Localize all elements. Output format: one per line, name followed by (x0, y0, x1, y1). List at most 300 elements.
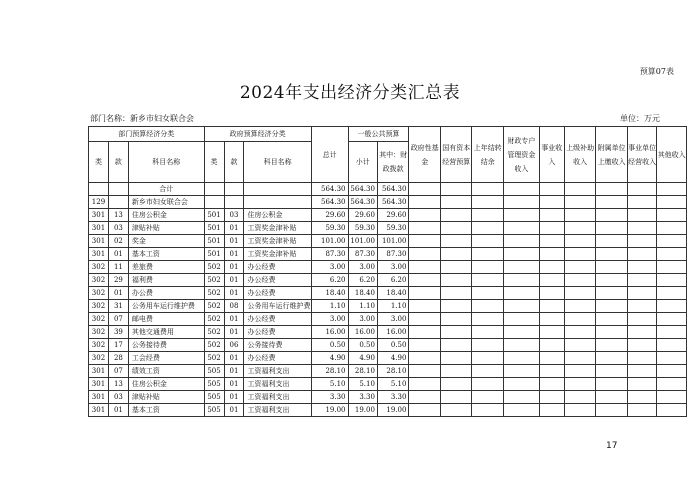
cell-total: 101.00 (311, 235, 348, 248)
cell-c4: 501 (204, 235, 224, 248)
cell-empty (627, 365, 656, 378)
cell-empty (596, 326, 628, 339)
cell-gname: 办公经费 (244, 313, 311, 326)
cell-total: 564.30 (311, 183, 348, 196)
cell-name: 邮电费 (128, 313, 204, 326)
cell-empty (539, 326, 564, 339)
cell-empty (627, 274, 656, 287)
cell-empty (539, 287, 564, 300)
cell-empty (409, 378, 441, 391)
cell-gname: 工资奖金津补贴 (244, 222, 311, 235)
cell-empty (440, 313, 472, 326)
cell-fin: 16.00 (377, 326, 409, 339)
cell-empty (657, 339, 687, 352)
cell-c5 (224, 183, 244, 196)
cell-name: 差旅费 (128, 261, 204, 274)
cell-fin: 3.00 (377, 313, 409, 326)
cell-empty (409, 248, 441, 261)
cell-total: 28.10 (311, 365, 348, 378)
cell-empty (564, 339, 596, 352)
cell-empty (627, 391, 656, 404)
table-row (89, 404, 687, 417)
cell-empty (472, 365, 504, 378)
cell-empty (503, 248, 539, 261)
cell-c4: 502 (204, 274, 224, 287)
cell-empty (596, 274, 628, 287)
cell-empty (564, 222, 596, 235)
cell-sub: 3.00 (348, 313, 377, 326)
cell-c2: 13 (108, 209, 128, 222)
cell-empty (564, 300, 596, 313)
header-general-budget: 一般公共预算 (348, 127, 409, 142)
cell-total: 16.00 (311, 326, 348, 339)
cell-empty (657, 274, 687, 287)
cell-fin: 0.50 (377, 339, 409, 352)
cell-name: 津贴补贴 (128, 222, 204, 235)
cell-c5: 01 (224, 248, 244, 261)
cell-empty (503, 339, 539, 352)
cell-empty (596, 222, 628, 235)
cell-fin: 18.40 (377, 287, 409, 300)
cell-total: 5.10 (311, 378, 348, 391)
cell-empty (472, 326, 504, 339)
cell-empty (564, 287, 596, 300)
cell-name: 绩效工资 (128, 365, 204, 378)
cell-empty (657, 209, 687, 222)
cell-c1: 302 (89, 339, 109, 352)
cell-empty (564, 248, 596, 261)
header-business-unit-op: 事业单位经营收入 (627, 127, 656, 183)
table-row (89, 300, 687, 313)
cell-sub: 16.00 (348, 326, 377, 339)
cell-empty (627, 326, 656, 339)
cell-empty (657, 196, 687, 209)
cell-empty (472, 261, 504, 274)
header-gov-fund: 政府性基金 (409, 127, 441, 183)
cell-empty (539, 235, 564, 248)
cell-total: 3.00 (311, 261, 348, 274)
cell-c1: 302 (89, 261, 109, 274)
cell-gname: 办公经费 (244, 261, 311, 274)
cell-c1: 301 (89, 222, 109, 235)
cell-empty (409, 196, 441, 209)
cell-empty (409, 222, 441, 235)
cell-total: 4.90 (311, 352, 348, 365)
cell-empty (627, 209, 656, 222)
unit-label: 单位：万元 (620, 114, 660, 123)
cell-empty (539, 300, 564, 313)
cell-empty (472, 248, 504, 261)
cell-empty (596, 378, 628, 391)
cell-name: 住房公积金 (128, 209, 204, 222)
cell-c1: 301 (89, 209, 109, 222)
cell-empty (596, 313, 628, 326)
cell-gname: 办公经费 (244, 326, 311, 339)
cell-empty (409, 404, 441, 417)
cell-fin: 4.90 (377, 352, 409, 365)
cell-c4 (204, 183, 224, 196)
cell-empty (596, 248, 628, 261)
cell-empty (440, 326, 472, 339)
table-row (89, 209, 687, 222)
cell-total: 3.30 (311, 391, 348, 404)
cell-total: 18.40 (311, 287, 348, 300)
cell-empty (440, 339, 472, 352)
cell-sub: 564.30 (348, 196, 377, 209)
header-dept-econ: 部门预算经济分类 (89, 127, 205, 142)
cell-empty (596, 287, 628, 300)
cell-empty (539, 404, 564, 417)
table-row (89, 326, 687, 339)
cell-gname: 公务接待费 (244, 339, 311, 352)
cell-c1: 301 (89, 235, 109, 248)
cell-empty (627, 183, 656, 196)
cell-empty (472, 391, 504, 404)
cell-empty (409, 300, 441, 313)
cell-fin: 3.00 (377, 261, 409, 274)
cell-gname (244, 183, 311, 196)
cell-empty (472, 378, 504, 391)
cell-c1: 301 (89, 248, 109, 261)
cell-empty (657, 261, 687, 274)
cell-empty (657, 235, 687, 248)
cell-fin: 29.60 (377, 209, 409, 222)
cell-empty (503, 391, 539, 404)
cell-fin: 101.00 (377, 235, 409, 248)
cell-empty (539, 378, 564, 391)
cell-empty (564, 391, 596, 404)
cell-c2: 39 (108, 326, 128, 339)
cell-empty (564, 196, 596, 209)
cell-fin: 3.30 (377, 391, 409, 404)
cell-c5: 01 (224, 235, 244, 248)
cell-sub: 18.40 (348, 287, 377, 300)
cell-name: 新乡市妇女联合会 (128, 196, 204, 209)
cell-c5: 01 (224, 326, 244, 339)
cell-name: 福利费 (128, 274, 204, 287)
cell-c2: 29 (108, 274, 128, 287)
cell-name: 津贴补贴 (128, 391, 204, 404)
cell-c5: 08 (224, 300, 244, 313)
cell-empty (539, 183, 564, 196)
header-kuan: 款 (108, 142, 128, 183)
cell-empty (627, 261, 656, 274)
cell-empty (409, 352, 441, 365)
cell-empty (539, 391, 564, 404)
cell-empty (596, 209, 628, 222)
header-fiscal-allocation: 其中：财政拨款 (377, 142, 409, 183)
cell-c1 (89, 183, 109, 196)
cell-total: 19.00 (311, 404, 348, 417)
cell-empty (596, 235, 628, 248)
cell-empty (596, 339, 628, 352)
cell-fin: 59.30 (377, 222, 409, 235)
cell-c2: 31 (108, 300, 128, 313)
cell-empty (472, 196, 504, 209)
cell-empty (657, 365, 687, 378)
cell-gname: 工资福利支出 (244, 404, 311, 417)
cell-gname: 工资福利支出 (244, 391, 311, 404)
cell-fin: 564.30 (377, 196, 409, 209)
cell-fin: 564.30 (377, 183, 409, 196)
cell-c4: 502 (204, 352, 224, 365)
cell-empty (440, 300, 472, 313)
header-fiscal-special: 财政专户管理资金收入 (503, 127, 539, 183)
cell-fin: 1.10 (377, 300, 409, 313)
cell-name: 公务接待费 (128, 339, 204, 352)
cell-c5: 01 (224, 313, 244, 326)
header-higher-subsidy: 上级补助收入 (564, 127, 596, 183)
cell-empty (409, 391, 441, 404)
cell-empty (409, 287, 441, 300)
cell-total: 6.20 (311, 274, 348, 287)
table-row (89, 274, 687, 287)
cell-c5: 01 (224, 404, 244, 417)
cell-empty (440, 378, 472, 391)
cell-gname: 公务用车运行维护费 (244, 300, 311, 313)
table-code-label: 预算07表 (639, 67, 674, 76)
cell-c2: 03 (108, 391, 128, 404)
cell-c4: 502 (204, 313, 224, 326)
cell-empty (440, 274, 472, 287)
cell-empty (539, 209, 564, 222)
cell-gname: 办公经费 (244, 287, 311, 300)
cell-empty (440, 235, 472, 248)
cell-empty (596, 196, 628, 209)
cell-empty (440, 222, 472, 235)
cell-empty (472, 339, 504, 352)
cell-empty (503, 365, 539, 378)
cell-name: 奖金 (128, 235, 204, 248)
cell-empty (409, 235, 441, 248)
cell-c2: 01 (108, 287, 128, 300)
cell-empty (564, 352, 596, 365)
cell-empty (503, 261, 539, 274)
cell-name: 基本工资 (128, 248, 204, 261)
table-row (89, 378, 687, 391)
cell-empty (472, 404, 504, 417)
cell-empty (564, 365, 596, 378)
cell-c2: 07 (108, 313, 128, 326)
cell-c5: 01 (224, 222, 244, 235)
table-row (89, 222, 687, 235)
cell-c4: 502 (204, 339, 224, 352)
table-row (89, 313, 687, 326)
cell-empty (564, 209, 596, 222)
cell-c4: 501 (204, 222, 224, 235)
cell-empty (440, 391, 472, 404)
cell-empty (596, 404, 628, 417)
cell-empty (564, 378, 596, 391)
cell-empty (596, 183, 628, 196)
cell-empty (503, 300, 539, 313)
cell-empty (539, 313, 564, 326)
cell-c2: 07 (108, 365, 128, 378)
cell-sub: 564.30 (348, 183, 377, 196)
cell-fin: 28.10 (377, 365, 409, 378)
cell-fin: 6.20 (377, 274, 409, 287)
cell-empty (409, 326, 441, 339)
cell-empty (503, 222, 539, 235)
cell-sub: 28.10 (348, 365, 377, 378)
cell-fin: 5.10 (377, 378, 409, 391)
cell-empty (564, 313, 596, 326)
cell-fin: 87.30 (377, 248, 409, 261)
cell-c1: 302 (89, 287, 109, 300)
header-total: 总计 (311, 127, 348, 183)
cell-gname: 办公经费 (244, 352, 311, 365)
cell-c5: 01 (224, 274, 244, 287)
cell-c1: 302 (89, 352, 109, 365)
cell-empty (440, 248, 472, 261)
cell-empty (539, 196, 564, 209)
cell-gname: 工资奖金津补贴 (244, 235, 311, 248)
cell-empty (539, 222, 564, 235)
cell-sub: 1.10 (348, 300, 377, 313)
cell-c4: 502 (204, 326, 224, 339)
cell-c4: 505 (204, 365, 224, 378)
header-lei-2: 类 (204, 142, 224, 183)
cell-empty (472, 274, 504, 287)
cell-empty (440, 404, 472, 417)
cell-gname: 工资福利支出 (244, 365, 311, 378)
cell-empty (472, 300, 504, 313)
cell-empty (657, 352, 687, 365)
cell-name: 公务用车运行维护费 (128, 300, 204, 313)
cell-empty (440, 352, 472, 365)
header-business-income: 事业收入 (539, 127, 564, 183)
cell-empty (409, 365, 441, 378)
cell-c1: 302 (89, 274, 109, 287)
cell-empty (440, 365, 472, 378)
cell-empty (503, 196, 539, 209)
cell-sub: 5.10 (348, 378, 377, 391)
cell-total: 1.10 (311, 300, 348, 313)
cell-name: 住房公积金 (128, 378, 204, 391)
cell-empty (627, 339, 656, 352)
cell-empty (564, 235, 596, 248)
cell-empty (564, 183, 596, 196)
cell-empty (539, 274, 564, 287)
cell-empty (503, 313, 539, 326)
cell-empty (472, 352, 504, 365)
cell-c2: 28 (108, 352, 128, 365)
cell-empty (472, 313, 504, 326)
cell-sub: 29.60 (348, 209, 377, 222)
cell-empty (539, 248, 564, 261)
cell-empty (657, 378, 687, 391)
cell-c5: 01 (224, 391, 244, 404)
expenditure-table (88, 126, 687, 417)
cell-empty (409, 339, 441, 352)
cell-empty (472, 287, 504, 300)
header-state-capital: 国有资本经营预算 (440, 127, 472, 183)
cell-empty (472, 209, 504, 222)
cell-empty (627, 222, 656, 235)
table-row (89, 352, 687, 365)
cell-empty (440, 261, 472, 274)
cell-empty (472, 222, 504, 235)
cell-empty (440, 287, 472, 300)
cell-empty (627, 248, 656, 261)
header-kuan-2: 款 (224, 142, 244, 183)
cell-c4: 505 (204, 378, 224, 391)
cell-empty (657, 248, 687, 261)
cell-c4: 505 (204, 391, 224, 404)
cell-empty (627, 313, 656, 326)
cell-total: 59.30 (311, 222, 348, 235)
cell-empty (503, 326, 539, 339)
header-other-income: 其他收入 (657, 127, 687, 183)
cell-empty (503, 404, 539, 417)
cell-empty (657, 287, 687, 300)
cell-c2: 11 (108, 261, 128, 274)
cell-c5: 06 (224, 339, 244, 352)
cell-total: 29.60 (311, 209, 348, 222)
cell-c1: 302 (89, 300, 109, 313)
cell-empty (440, 196, 472, 209)
cell-c2: 02 (108, 235, 128, 248)
cell-total: 564.30 (311, 196, 348, 209)
page-number: 17 (606, 441, 618, 451)
cell-empty (440, 183, 472, 196)
cell-empty (503, 274, 539, 287)
cell-c1: 301 (89, 391, 109, 404)
cell-sub: 3.00 (348, 261, 377, 274)
cell-c2: 03 (108, 222, 128, 235)
cell-c5: 03 (224, 209, 244, 222)
cell-c1: 302 (89, 326, 109, 339)
cell-total: 0.50 (311, 339, 348, 352)
cell-empty (409, 313, 441, 326)
cell-sub: 4.90 (348, 352, 377, 365)
cell-empty (409, 261, 441, 274)
cell-empty (539, 339, 564, 352)
cell-sub: 3.30 (348, 391, 377, 404)
header-prev-year: 上年结转结余 (472, 127, 504, 183)
cell-empty (472, 183, 504, 196)
cell-c2: 01 (108, 248, 128, 261)
cell-empty (503, 235, 539, 248)
cell-empty (564, 404, 596, 417)
cell-c4: 502 (204, 300, 224, 313)
cell-c1: 129 (89, 196, 109, 209)
cell-name: 工会经费 (128, 352, 204, 365)
table-row (89, 183, 687, 196)
cell-name: 其他交通费用 (128, 326, 204, 339)
cell-sub: 101.00 (348, 235, 377, 248)
cell-c1: 301 (89, 378, 109, 391)
cell-c1: 301 (89, 404, 109, 417)
cell-empty (596, 352, 628, 365)
cell-c5 (224, 196, 244, 209)
header-item-name-2: 科目名称 (244, 142, 311, 183)
cell-empty (503, 209, 539, 222)
cell-c4: 502 (204, 261, 224, 274)
table-row (89, 248, 687, 261)
cell-empty (409, 183, 441, 196)
cell-empty (627, 287, 656, 300)
cell-c5: 01 (224, 352, 244, 365)
cell-empty (596, 391, 628, 404)
cell-empty (627, 235, 656, 248)
cell-empty (409, 209, 441, 222)
cell-c2 (108, 183, 128, 196)
cell-c4: 505 (204, 404, 224, 417)
cell-c5: 01 (224, 365, 244, 378)
cell-empty (596, 365, 628, 378)
cell-c5: 01 (224, 287, 244, 300)
